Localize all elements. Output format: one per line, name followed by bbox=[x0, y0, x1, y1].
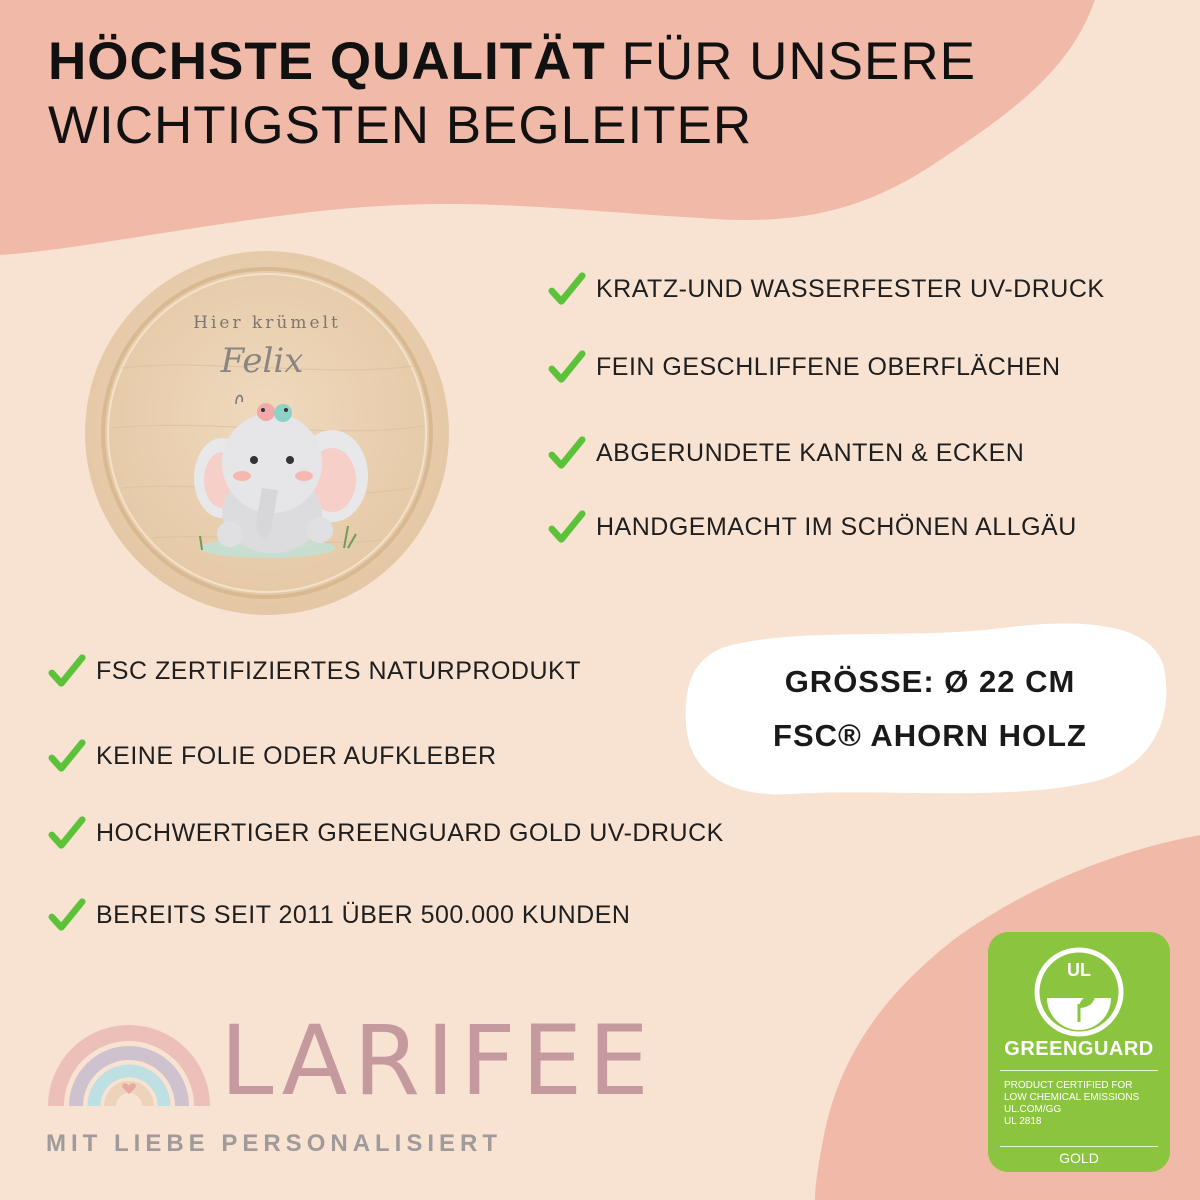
feature-label: HANDGEMACHT IM SCHÖNEN ALLGÄU bbox=[596, 512, 1077, 541]
headline-line2: WICHTIGSTEN BEGLEITER bbox=[48, 96, 753, 155]
feature-label: KRATZ-UND WASSERFESTER UV-DRUCK bbox=[596, 274, 1105, 303]
brand-tagline: MIT LIEBE PERSONALISIERT bbox=[46, 1130, 503, 1157]
greenguard-level: GOLD bbox=[1000, 1146, 1158, 1166]
feature-label: HOCHWERTIGER GREENGUARD GOLD UV-DRUCK bbox=[96, 818, 724, 847]
feature-label: FSC ZERTIFIZIERTES NATURPRODUKT bbox=[96, 656, 581, 685]
feature-label: FEIN GESCHLIFFENE OBERFLÄCHEN bbox=[596, 352, 1061, 381]
feature-label: BEREITS SEIT 2011 ÜBER 500.000 KUNDEN bbox=[96, 900, 631, 929]
cert-line: LOW CHEMICAL EMISSIONS bbox=[1004, 1092, 1140, 1103]
headline-rest: FÜR UNSERE bbox=[605, 32, 977, 91]
feature-handmade bbox=[548, 508, 1077, 546]
checkmark-icon bbox=[48, 896, 86, 934]
checkmark-icon bbox=[48, 814, 86, 852]
greenguard-leaf-emblem-icon bbox=[1033, 946, 1125, 1038]
checkmark-icon bbox=[548, 434, 586, 472]
greenguard-cert-text bbox=[1004, 1080, 1164, 1128]
size-line: GRÖSSE: Ø 22 CM bbox=[784, 664, 1076, 699]
material-line: FSC® AHORN HOLZ bbox=[773, 718, 1087, 753]
badge-divider bbox=[1000, 1070, 1158, 1071]
board-line1: Hier krümelt bbox=[193, 313, 341, 333]
brand-name: LARIFEE bbox=[220, 1005, 655, 1117]
feature-scratch-water-resistant bbox=[548, 270, 1105, 308]
greenguard-title: GREENGUARD bbox=[1004, 1038, 1154, 1060]
feature-no-foil bbox=[48, 737, 497, 775]
ul-mark: UL bbox=[1067, 960, 1091, 980]
wooden-board-image bbox=[82, 248, 452, 618]
feature-rounded-edges bbox=[548, 434, 1024, 472]
greenguard-gold-badge bbox=[988, 932, 1170, 1172]
rainbow-logo-icon bbox=[44, 1000, 214, 1108]
checkmark-icon bbox=[548, 508, 586, 546]
feature-finely-sanded bbox=[548, 348, 1061, 386]
feature-greenguard-print bbox=[48, 814, 724, 852]
feature-label: KEINE FOLIE ODER AUFKLEBER bbox=[96, 741, 497, 770]
cert-line: PRODUCT CERTIFIED FOR bbox=[1004, 1080, 1133, 1091]
size-info bbox=[700, 655, 1160, 763]
headline bbox=[48, 30, 1148, 158]
checkmark-icon bbox=[48, 737, 86, 775]
feature-fsc-certified bbox=[48, 652, 581, 690]
cert-line: UL.COM/GG bbox=[1004, 1104, 1062, 1115]
checkmark-icon bbox=[548, 348, 586, 386]
feature-label: ABGERUNDETE KANTEN & ECKEN bbox=[596, 438, 1025, 467]
board-name: Felix bbox=[220, 341, 304, 381]
feature-since-2011 bbox=[48, 896, 630, 934]
cert-line: UL 2818 bbox=[1004, 1116, 1042, 1127]
checkmark-icon bbox=[548, 270, 586, 308]
checkmark-icon bbox=[48, 652, 86, 690]
headline-bold: HÖCHSTE QUALITÄT bbox=[48, 32, 606, 91]
